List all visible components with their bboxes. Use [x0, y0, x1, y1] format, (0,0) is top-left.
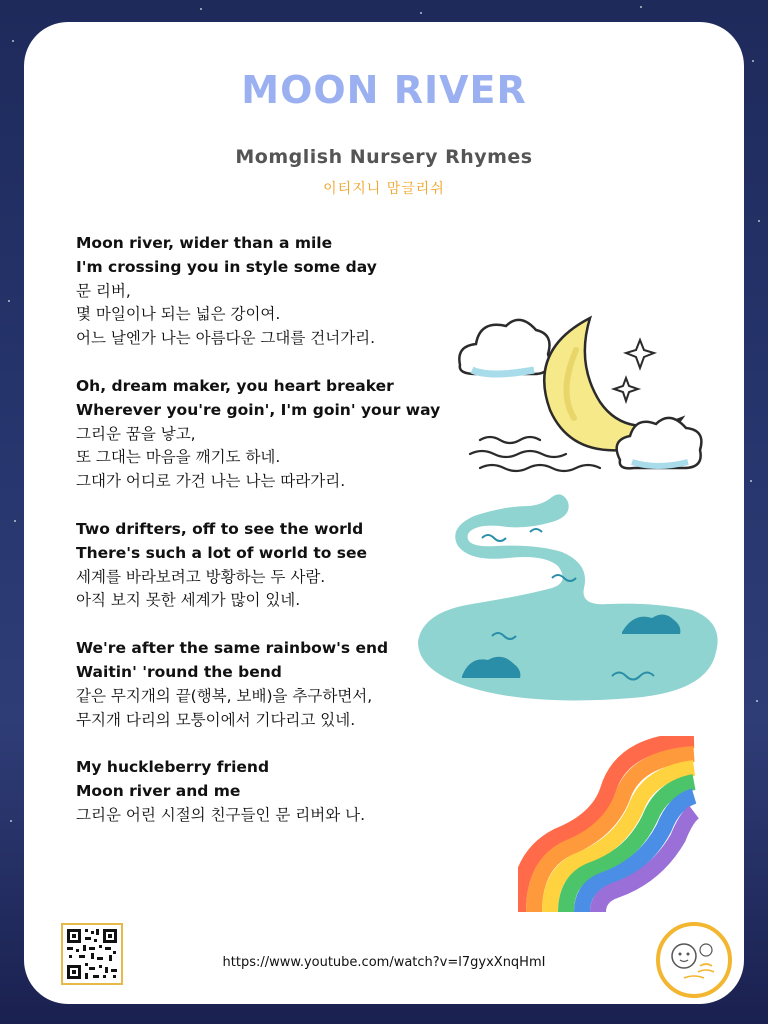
river-illustration [412, 492, 722, 702]
lyric-line-korean: 그리운 어린 시절의 친구들인 문 리버와 나. [76, 805, 366, 824]
sparkle-icon [626, 340, 654, 368]
lyric-line-english: Oh, dream maker, you heart breaker [76, 376, 394, 395]
lyric-line-korean: 문 리버, [76, 281, 131, 300]
sparkle-icon [614, 378, 638, 401]
lyric-line-korean: 같은 무지개의 끝(행복, 보배)을 추구하면서, [76, 686, 373, 705]
moon-clouds-illustration [450, 290, 710, 485]
lyric-line-english: Waitin' 'round the bend [76, 662, 282, 681]
lyric-line-english: Two drifters, off to see the world [76, 519, 364, 538]
lyric-line-english: My huckleberry friend [76, 758, 270, 777]
lyric-line-korean: 몇 마일이나 되는 넓은 강이여. [76, 305, 281, 324]
lyrics-card [24, 22, 744, 1004]
cloud-left-icon [459, 320, 549, 374]
lyric-line-english: Moon river, wider than a mile [76, 234, 333, 252]
lyrics-stanza [76, 232, 456, 351]
rainbow-illustration [518, 736, 700, 912]
subtitle: Momglish Nursery Rhymes [235, 146, 533, 168]
lyric-line-korean: 세계를 바라보려고 방황하는 두 사람. [76, 567, 326, 586]
lyric-line-korean: 무지개 다리의 모퉁이에서 기다리고 있네. [76, 710, 356, 729]
lyrics-stanza [76, 756, 456, 827]
lyric-line-english: I'm crossing you in style some day [76, 257, 377, 276]
lyric-line-english: We're after the same rainbow's end [76, 639, 389, 658]
subtitle-korean: 이티지니 맘글리쉬 [323, 181, 445, 197]
lyrics-stanza [76, 375, 456, 494]
lyric-line-korean: 어느 날엔가 나는 아름다운 그대를 건너가리. [76, 329, 376, 348]
logo-badge [654, 920, 734, 1000]
lyric-line-english: Moon river and me [76, 782, 241, 801]
lyric-line-korean: 그리운 꿈을 낳고, [76, 424, 196, 443]
lyric-line-english: There's such a lot of world to see [76, 543, 368, 562]
qr-code[interactable] [61, 923, 123, 985]
lyric-line-korean: 아직 보지 못한 세계가 많이 있네. [76, 591, 301, 610]
lyrics-stanza [76, 637, 456, 732]
lyric-line-english: Wherever you're goin', I'm goin' your way [76, 400, 441, 419]
youtube-link[interactable]: https://www.youtube.com/watch?v=l7gyxXnqHmI [222, 955, 546, 970]
page-title: MOON RIVER [241, 68, 527, 112]
lyric-line-korean: 또 그대는 마음을 깨기도 하네. [76, 448, 281, 467]
lyric-line-korean: 그대가 어디로 가건 나는 나는 따라가리. [76, 472, 346, 491]
lyrics [76, 232, 456, 852]
lyrics-stanza [76, 518, 456, 613]
